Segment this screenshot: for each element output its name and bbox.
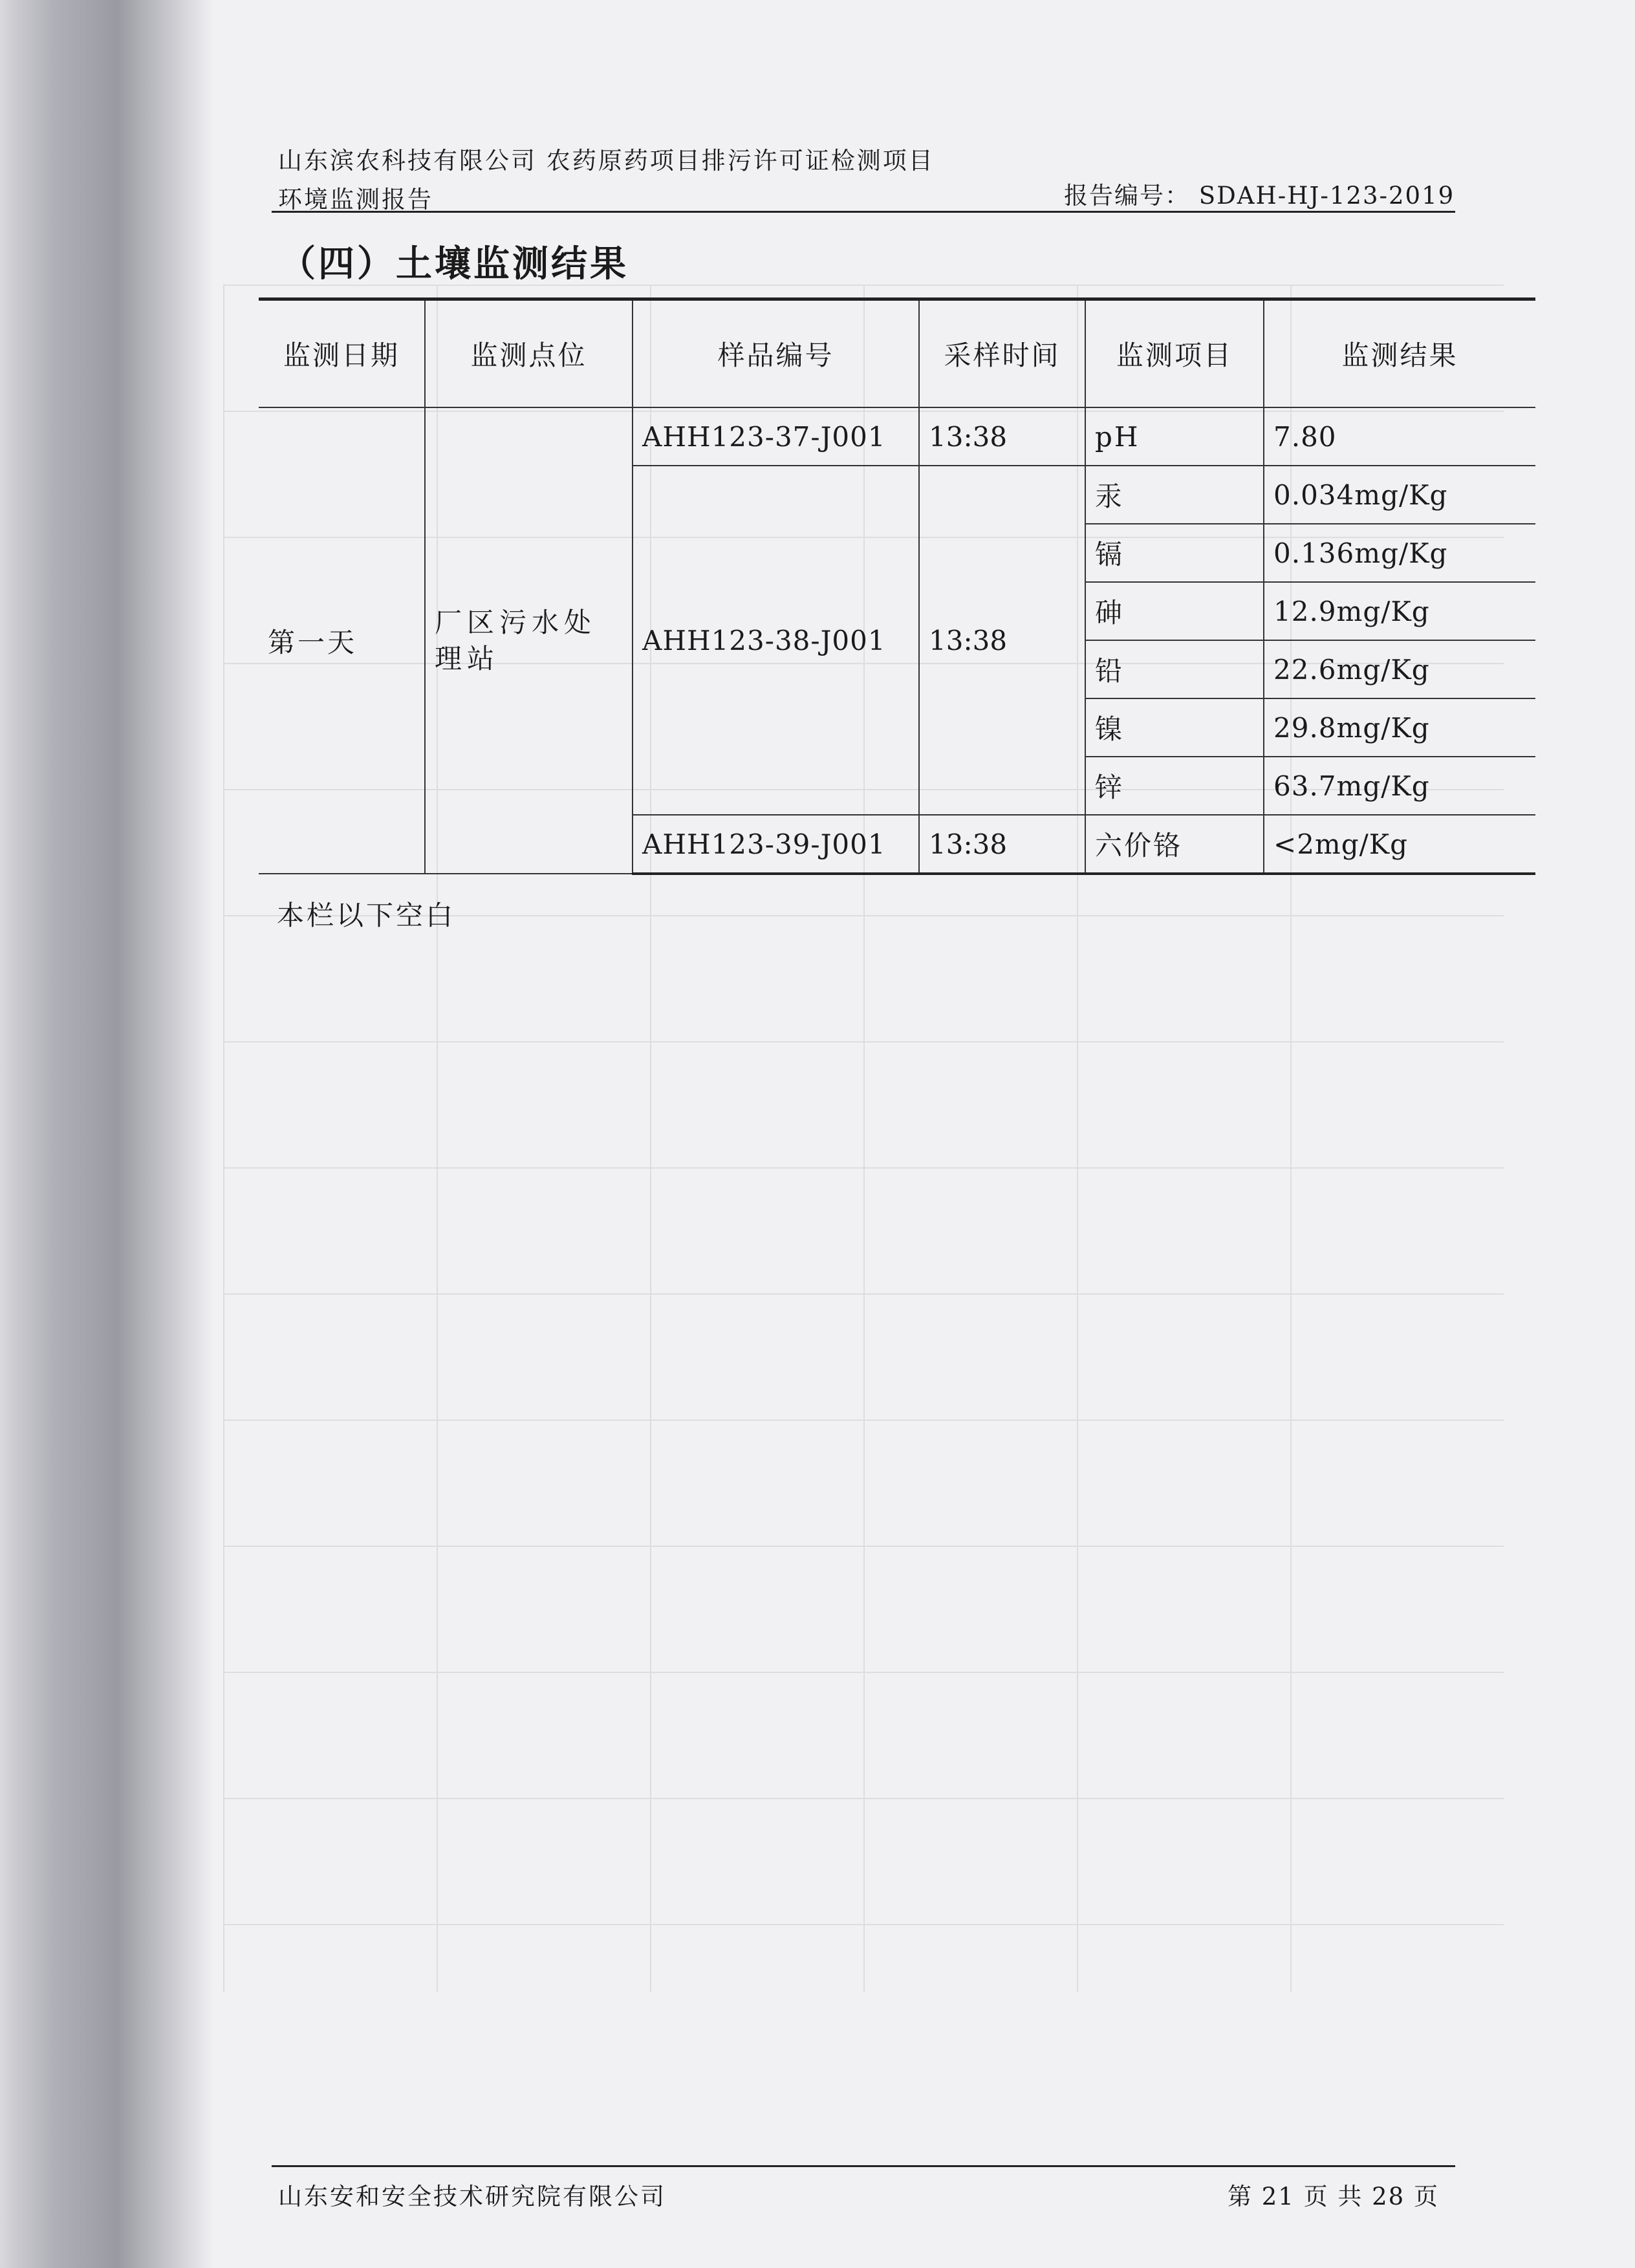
item-cell: 镍 [1085, 698, 1264, 757]
page-number: 第 21 页 共 28 页 [1228, 2183, 1439, 2210]
col-header-sample: 样品编号 [633, 299, 919, 408]
header-title: 山东滨农科技有限公司 农药原药项目排污许可证检测项目 [278, 147, 935, 175]
table-header-row [259, 299, 1535, 408]
table-row [259, 407, 1535, 466]
sample-id-cell: AHH123-39-J001 [633, 815, 919, 874]
result-cell: 0.136mg/Kg [1264, 524, 1535, 582]
item-cell: 镉 [1085, 524, 1264, 582]
result-cell: 29.8mg/Kg [1264, 698, 1535, 757]
soil-results-table [259, 297, 1535, 875]
item-cell: 汞 [1085, 466, 1264, 524]
item-cell: 砷 [1085, 582, 1264, 640]
item-cell: pH [1085, 407, 1264, 466]
section-title: （四）土壤监测结果 [279, 243, 629, 285]
point-cell: 厂区污水处理站 [425, 407, 633, 874]
result-cell: 63.7mg/Kg [1264, 757, 1535, 815]
sample-id-cell: AHH123-38-J001 [633, 466, 919, 815]
result-cell: <2mg/Kg [1264, 815, 1535, 874]
col-header-result: 监测结果 [1264, 299, 1535, 408]
col-header-item: 监测项目 [1085, 299, 1264, 408]
time-cell: 13:38 [919, 466, 1085, 815]
item-cell: 六价铬 [1085, 815, 1264, 874]
header-subtitle: 环境监测报告 [278, 186, 433, 213]
binding-shadow [0, 0, 213, 2268]
item-cell: 铅 [1085, 640, 1264, 698]
report-number: 报告编号： SDAH-HJ-123-2019 [1064, 182, 1455, 210]
blank-below-note: 本栏以下空白 [277, 900, 456, 931]
col-header-point: 监测点位 [425, 299, 633, 408]
result-cell: 22.6mg/Kg [1264, 640, 1535, 698]
item-cell: 锌 [1085, 757, 1264, 815]
footer-rule [272, 2165, 1455, 2167]
result-cell: 12.9mg/Kg [1264, 582, 1535, 640]
result-cell: 7.80 [1264, 407, 1535, 466]
col-header-date: 监测日期 [259, 299, 425, 408]
result-cell: 0.034mg/Kg [1264, 466, 1535, 524]
footer-organization: 山东安和安全技术研究院有限公司 [278, 2183, 666, 2210]
header-rule [272, 211, 1455, 213]
sample-id-cell: AHH123-37-J001 [633, 407, 919, 466]
time-cell: 13:38 [919, 407, 1085, 466]
time-cell: 13:38 [919, 815, 1085, 874]
col-header-time: 采样时间 [919, 299, 1085, 408]
date-cell: 第一天 [259, 407, 425, 874]
